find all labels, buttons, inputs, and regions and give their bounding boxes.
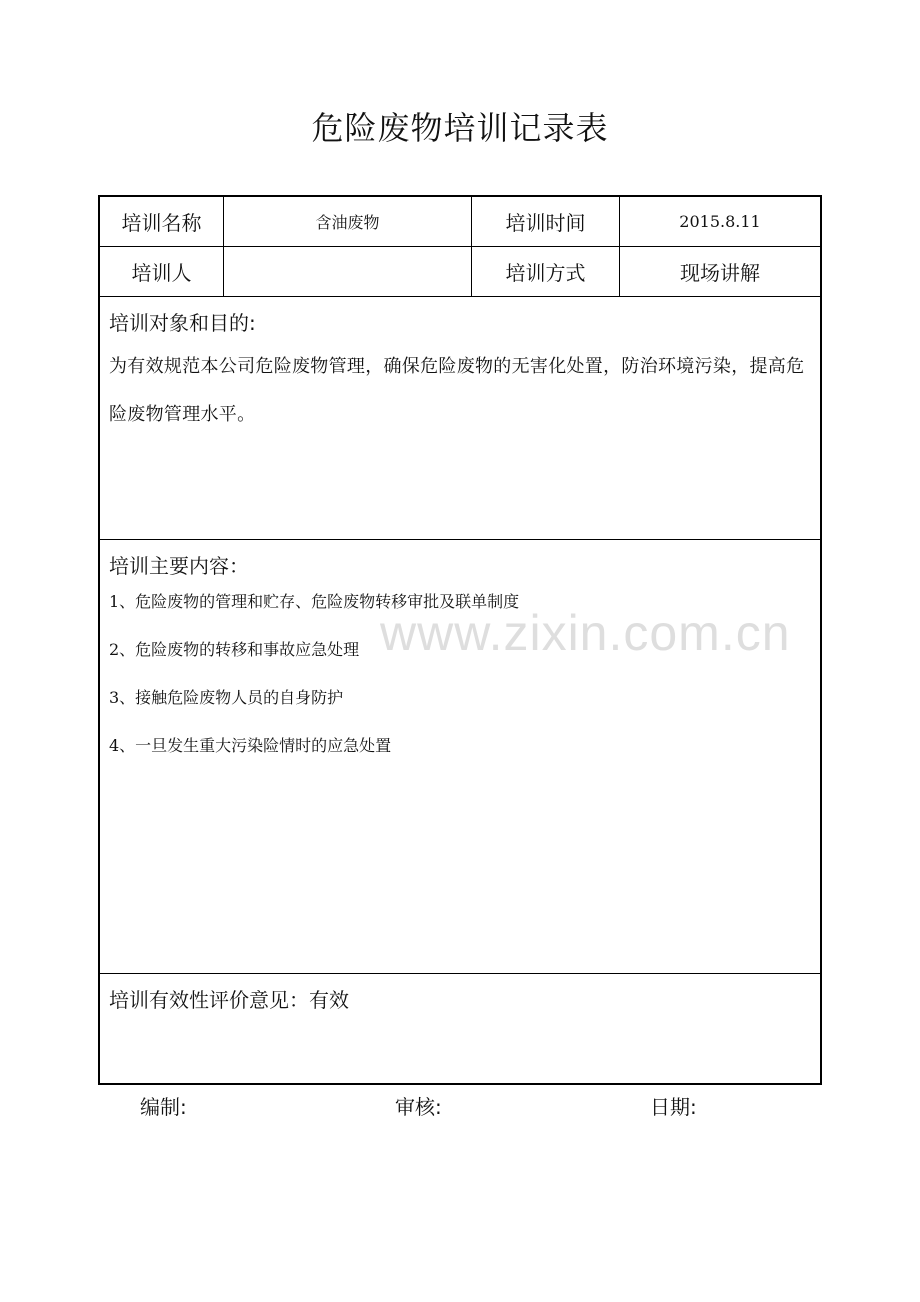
objective-section (100, 297, 820, 540)
objective-heading: 培训对象和目的: (109, 311, 256, 335)
evaluation-heading: 培训有效性评价意见：有效 (109, 988, 349, 1012)
date-label: 日期: (650, 1095, 697, 1119)
content-item: 2、危险废物的转移和事故应急处理 (109, 640, 360, 659)
trainer-value (224, 247, 472, 296)
content-item: 4、一旦发生重大污染险情时的应急处置 (109, 736, 392, 755)
evaluation-section (100, 974, 820, 1083)
training-name-value: 含油废物 (224, 197, 472, 246)
reviewed-by-label: 审核: (395, 1095, 442, 1119)
content-item: 1、危险废物的管理和贮存、危险废物转移审批及联单制度 (109, 592, 520, 611)
training-time-label: 培训时间 (472, 197, 620, 246)
table-row-name-time (100, 197, 820, 247)
content-item: 3、接触危险废物人员的自身防护 (109, 688, 344, 707)
training-time-value: 2015.8.11 (679, 212, 761, 231)
training-method-value: 现场讲解 (680, 261, 760, 285)
prepared-by-label: 编制: (140, 1095, 187, 1119)
table-row-trainer-method (100, 247, 820, 297)
page-title: 危险废物培训记录表 (311, 109, 609, 147)
watermark: www.zixin.com.cn (380, 605, 791, 661)
training-name-label: 培训名称 (100, 197, 224, 246)
objective-text: 为有效规范本公司危险废物管理，确保危险废物的无害化处置，防治环境污染，提高危险废物管理水平。 (109, 356, 805, 425)
trainer-label: 培训人 (100, 247, 224, 296)
training-method-label: 培训方式 (472, 247, 620, 296)
content-heading: 培训主要内容： (109, 554, 249, 578)
